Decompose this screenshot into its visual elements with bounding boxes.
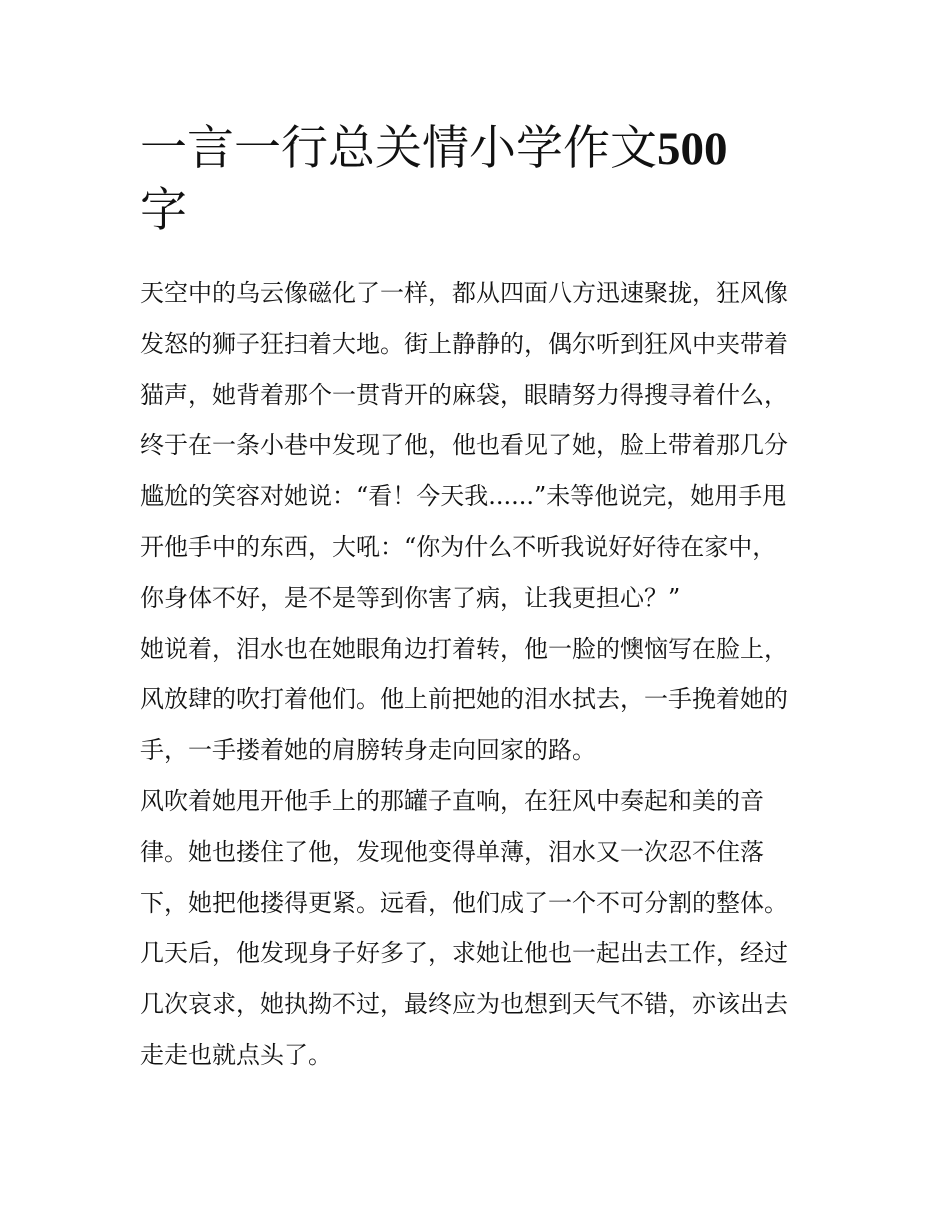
- title-main: 一言一行总关情小学作文: [140, 121, 657, 176]
- text-line: 发怒的狮子狂扫着大地。街上静静的，偶尔听到狂风中夹带着: [140, 329, 788, 358]
- text-line: 尴尬的笑容对她说：“看！今天我......”未等他说完，她用手甩: [140, 482, 787, 511]
- text-line: 终于在一条小巷中发现了他，他也看见了她，脸上带着那几分: [140, 431, 788, 460]
- title-tail: 字: [140, 183, 187, 238]
- text-line: 手，一手搂着她的肩膀转身走向回家的路。: [140, 736, 596, 765]
- text-line: 你身体不好，是不是等到你害了病，让我更担心？”: [140, 583, 681, 612]
- text-line: 风放肆的吹打着他们。他上前把她的泪水拭去，一手挽着她的: [140, 685, 788, 714]
- text-line: 天空中的乌云像磁化了一样，都从四面八方迅速聚拢，狂风像: [140, 279, 788, 307]
- document-page: [140, 118, 820, 1081]
- text-line: 她说着，泪水也在她眼角边打着转，他一脸的懊恼写在脸上，: [140, 634, 788, 663]
- paragraph-2: [140, 624, 820, 776]
- text-line: 风吹着她甩开他手上的那罐子直响，在狂风中奏起和美的音: [140, 786, 764, 815]
- document-title: [140, 118, 820, 242]
- text-line: 走走也就点头了。: [140, 1040, 332, 1069]
- text-line: 几天后，他发现身子好多了，求她让他也一起出去工作，经过: [140, 939, 788, 968]
- text-line: 几次哀求，她执拗不过，最终应为也想到天气不错，亦该出去: [140, 990, 788, 1019]
- paragraph-3: [140, 776, 820, 1081]
- text-line: 律。她也搂住了他，发现他变得单薄，泪水又一次忍不住落: [140, 837, 764, 866]
- title-number: 500: [657, 123, 728, 175]
- text-line: 猫声，她背着那个一贯背开的麻袋，眼睛努力得搜寻着什么，: [140, 380, 788, 409]
- text-line: 开他手中的东西，大吼：“你为什么不听我说好好待在家中，: [140, 532, 777, 561]
- paragraph-1: [140, 268, 820, 624]
- text-line: 下，她把他搂得更紧。远看，他们成了一个不可分割的整体。: [140, 888, 788, 917]
